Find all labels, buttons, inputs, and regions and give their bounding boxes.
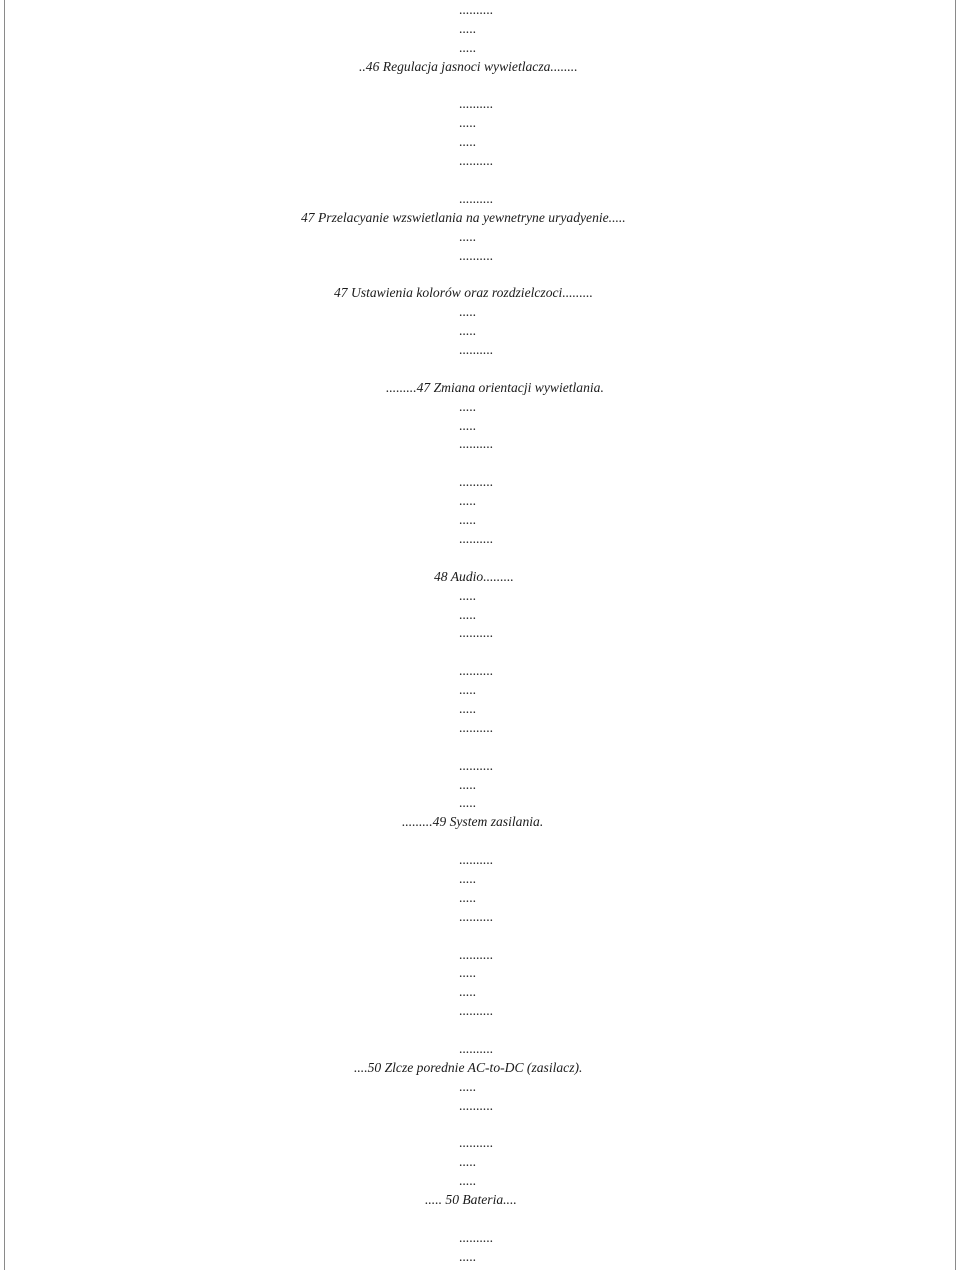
toc-leader-dots: ..... <box>459 870 476 886</box>
toc-leader-line <box>0 1002 960 1021</box>
toc-leader-line <box>0 190 960 209</box>
toc-leader-line <box>0 341 960 360</box>
toc-leader-dots: .......... <box>459 946 493 962</box>
toc-leader-dots: .......... <box>459 96 493 112</box>
toc-entry-text: 48 Audio......... <box>434 568 514 584</box>
toc-entry-text: ....50 Zlcze porednie AC-to-DC (zasilacz). <box>354 1059 583 1075</box>
toc-leader-dots: ..... <box>459 606 476 622</box>
toc-leader-line <box>0 1097 960 1116</box>
toc-entry-text: 47 Ustawienia kolorów oraz rozdzielczoci......... <box>334 285 593 301</box>
toc-leader-dots: ..... <box>459 1154 476 1170</box>
toc-leader-line <box>0 1229 960 1248</box>
toc-entry-text: ..... 50 Bateria.... <box>425 1192 517 1208</box>
toc-leader-dots: ..... <box>459 512 476 528</box>
toc-entry <box>0 379 960 398</box>
toc-leader-dots: ..... <box>459 984 476 1000</box>
toc-leader-dots: ..... <box>459 39 476 55</box>
toc-leader-line <box>0 247 960 266</box>
toc-leader-dots: ..... <box>459 587 476 603</box>
toc-entry <box>0 58 960 77</box>
toc-leader-dots: ..... <box>459 1078 476 1094</box>
toc-leader-dots: .......... <box>459 436 493 452</box>
toc-blank-line <box>0 171 960 190</box>
toc-leader-line <box>0 95 960 114</box>
toc-leader-line <box>0 662 960 681</box>
toc-leader-dots: .......... <box>459 719 493 735</box>
toc-leader-dots: .......... <box>459 1097 493 1113</box>
toc-leader-line <box>0 303 960 322</box>
toc-leader-dots: .......... <box>459 474 493 490</box>
toc-leader-dots: .......... <box>459 1003 493 1019</box>
toc-blank-line <box>0 643 960 662</box>
toc-leader-line <box>0 946 960 965</box>
toc-leader-dots: ..... <box>459 228 476 244</box>
toc-leader-line <box>0 492 960 511</box>
toc-leader-dots: ..... <box>459 682 476 698</box>
toc-entry <box>0 813 960 832</box>
table-of-contents <box>0 1 960 1267</box>
toc-leader-line <box>0 20 960 39</box>
toc-blank-line <box>0 1116 960 1135</box>
toc-leader-dots: ..... <box>459 417 476 433</box>
toc-entry <box>0 284 960 303</box>
toc-leader-dots: .......... <box>459 1135 493 1151</box>
toc-leader-line <box>0 511 960 530</box>
toc-leader-dots: .......... <box>459 2 493 17</box>
toc-leader-dots: .......... <box>459 1040 493 1056</box>
toc-leader-line <box>0 908 960 927</box>
toc-entry-text: .........47 Zmiana orientacji wywietlania. <box>386 379 604 395</box>
toc-leader-line <box>0 133 960 152</box>
toc-entry-text: 47 Przelacyanie wzswietlania na yewnetryne uryadyenie..... <box>301 209 626 225</box>
toc-leader-line <box>0 719 960 738</box>
toc-leader-dots: .......... <box>459 757 493 773</box>
toc-blank-line <box>0 1021 960 1040</box>
toc-leader-line <box>0 870 960 889</box>
toc-leader-dots: .......... <box>459 852 493 868</box>
toc-leader-dots: ..... <box>459 1173 476 1189</box>
toc-leader-dots: .......... <box>459 663 493 679</box>
toc-blank-line <box>0 454 960 473</box>
toc-blank-line <box>0 360 960 379</box>
toc-leader-dots: .......... <box>459 908 493 924</box>
toc-leader-line <box>0 473 960 492</box>
toc-entry-text: ..46 Regulacja jasnoci wywietlacza........ <box>359 58 578 74</box>
toc-leader-dots: ..... <box>459 304 476 320</box>
toc-entry <box>0 1191 960 1210</box>
toc-leader-dots: .......... <box>459 247 493 263</box>
toc-leader-line <box>0 398 960 417</box>
toc-leader-dots: ..... <box>459 134 476 150</box>
toc-leader-dots: ..... <box>459 700 476 716</box>
toc-leader-dots: .......... <box>459 1229 493 1245</box>
toc-leader-line <box>0 700 960 719</box>
toc-entry-text: .........49 System zasilania. <box>402 814 544 830</box>
toc-leader-line <box>0 1153 960 1172</box>
toc-leader-dots: ..... <box>459 398 476 414</box>
toc-blank-line <box>0 738 960 757</box>
toc-leader-line <box>0 964 960 983</box>
toc-leader-dots: .......... <box>459 342 493 358</box>
toc-leader-line <box>0 417 960 436</box>
toc-leader-line <box>0 152 960 171</box>
toc-blank-line <box>0 927 960 946</box>
toc-blank-line <box>0 832 960 851</box>
toc-leader-line <box>0 776 960 795</box>
toc-leader-line <box>0 587 960 606</box>
toc-leader-line <box>0 1248 960 1267</box>
toc-leader-dots: ..... <box>459 776 476 792</box>
toc-leader-dots: ..... <box>459 323 476 339</box>
toc-leader-line <box>0 435 960 454</box>
toc-leader-line <box>0 1040 960 1059</box>
toc-leader-line <box>0 39 960 58</box>
toc-leader-line <box>0 1172 960 1191</box>
toc-entry <box>0 1059 960 1078</box>
toc-leader-dots: ..... <box>459 1248 476 1264</box>
toc-blank-line <box>0 265 960 284</box>
toc-leader-line <box>0 322 960 341</box>
toc-leader-line <box>0 530 960 549</box>
toc-leader-line <box>0 1078 960 1097</box>
toc-leader-dots: ..... <box>459 965 476 981</box>
toc-leader-line <box>0 983 960 1002</box>
toc-leader-line <box>0 624 960 643</box>
toc-leader-line <box>0 606 960 625</box>
toc-leader-line <box>0 794 960 813</box>
toc-leader-line <box>0 889 960 908</box>
toc-leader-dots: .......... <box>459 530 493 546</box>
toc-entry <box>0 209 960 228</box>
toc-leader-line <box>0 851 960 870</box>
toc-leader-line <box>0 757 960 776</box>
toc-leader-dots: .......... <box>459 625 493 641</box>
toc-blank-line <box>0 549 960 568</box>
toc-entry <box>0 568 960 587</box>
toc-leader-line <box>0 114 960 133</box>
toc-leader-dots: .......... <box>459 153 493 169</box>
toc-leader-dots: ..... <box>459 493 476 509</box>
toc-leader-line <box>0 681 960 700</box>
toc-leader-line <box>0 1134 960 1153</box>
toc-leader-dots: ..... <box>459 20 476 36</box>
toc-leader-dots: ..... <box>459 889 476 905</box>
toc-leader-line <box>0 228 960 247</box>
toc-blank-line <box>0 77 960 96</box>
toc-leader-line <box>0 1 960 20</box>
toc-leader-dots: ..... <box>459 115 476 131</box>
toc-leader-dots: ..... <box>459 795 476 811</box>
toc-leader-dots: .......... <box>459 190 493 206</box>
toc-blank-line <box>0 1210 960 1229</box>
